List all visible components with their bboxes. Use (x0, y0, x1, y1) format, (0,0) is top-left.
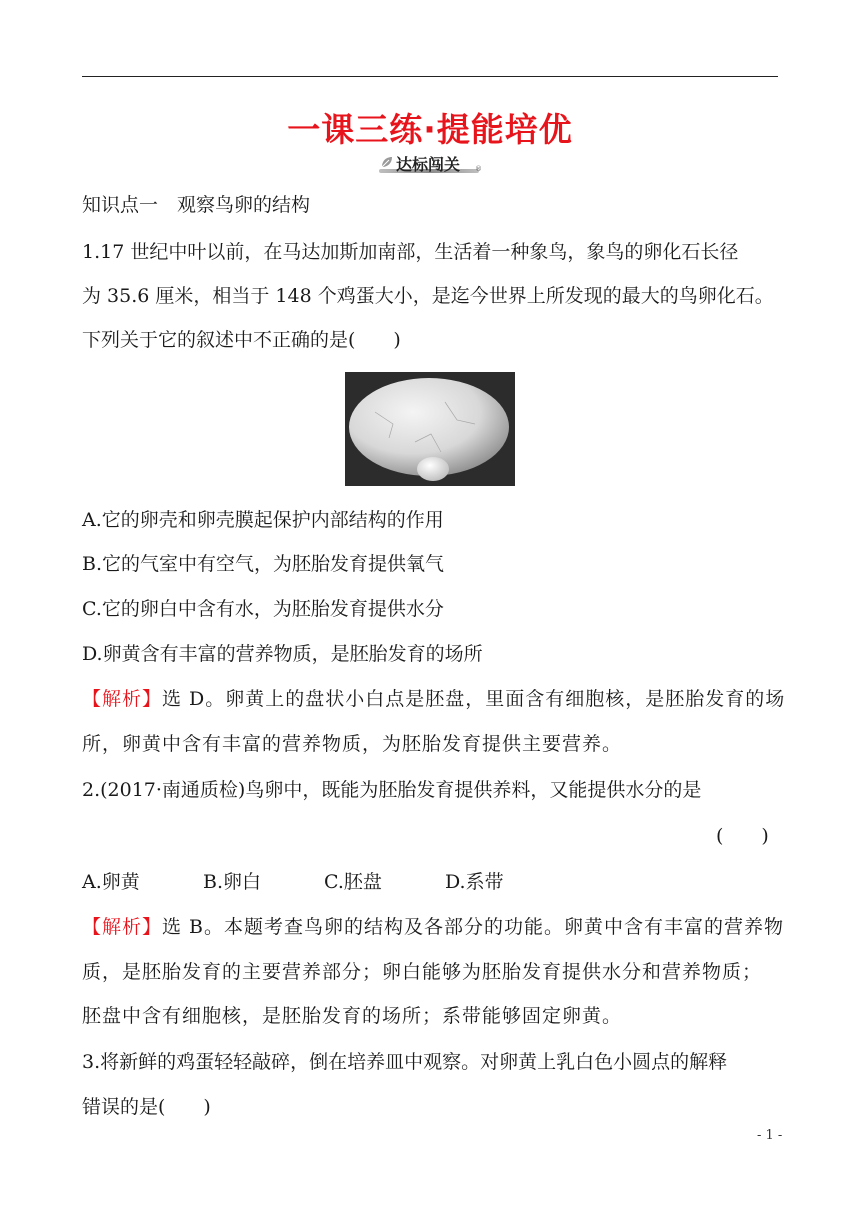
analysis-tag: 【解析】 (82, 688, 163, 710)
q1-analysis-line: 所，卵黄中含有丰富的营养物质，为胚胎发育提供主要营养。 (82, 733, 623, 755)
analysis-tag: 【解析】 (82, 916, 163, 938)
q2-option-b: B.卵白 (203, 871, 262, 893)
q1-analysis-line (82, 686, 785, 712)
q2-option-c: C.胚盘 (324, 871, 382, 893)
q3-stem-line: 错误的是( ) (82, 1096, 211, 1118)
q1-stem-line: 下列关于它的叙述中不正确的是( ) (82, 329, 401, 351)
q1-analysis-text: 选 D。卵黄上的盘状小白点是胚盘，里面含有细胞核，是胚胎发育的场 (162, 688, 786, 710)
egg-fossil-photo (345, 372, 515, 486)
q2-analysis-text: 选 B。本题考查鸟卵的结构及各部分的功能。卵黄中含有丰富的营养物 (162, 916, 785, 938)
registered-mark-icon: ® (475, 165, 482, 173)
q1-option-b: B.它的气室中有空气，为胚胎发育提供氧气 (82, 553, 445, 575)
q1-option-c: C.它的卵白中含有水，为胚胎发育提供水分 (82, 598, 444, 620)
leaf-icon (379, 154, 395, 170)
q2-analysis-line: 胚盘中含有细胞核，是胚胎发育的场所；系带能够固定卵黄。 (82, 1005, 623, 1027)
page-title: 一课三练·提能培优 (287, 110, 573, 149)
q1-stem-line: 为 35.6 厘米，相当于 148 个鸡蛋大小，是迄今世界上所发现的最大的鸟卵化石。 (82, 285, 774, 307)
q2-option-a: A.卵黄 (82, 871, 140, 893)
header-rule (82, 76, 778, 77)
q1-option-d: D.卵黄含有丰富的营养物质，是胚胎发育的场所 (82, 643, 483, 665)
page-number: - 1 - (757, 1128, 783, 1143)
q3-stem-line: 3.将新鲜的鸡蛋轻轻敲碎，倒在培养皿中观察。对卵黄上乳白色小圆点的解释 (82, 1051, 728, 1073)
knowledge-point-heading: 知识点一 观察鸟卵的结构 (82, 194, 311, 216)
q2-analysis-line (82, 914, 784, 940)
section-badge-label: 达标闯关 (396, 155, 461, 174)
q2-stem: 2.(2017·南通质检)鸟卵中，既能为胚胎发育提供养料，又能提供水分的是 (82, 779, 702, 801)
q2-analysis-line: 质，是胚胎发育的主要营养部分；卵白能够为胚胎发育提供水分和营养物质； (82, 961, 763, 983)
section-badge (377, 152, 483, 176)
q2-answer-paren: ( ) (716, 825, 769, 847)
q2-option-d: D.系带 (445, 871, 504, 893)
q1-stem-line: 1.17 世纪中叶以前，在马达加斯加南部，生活着一种象鸟，象鸟的卵化石长径 (82, 241, 739, 263)
q1-option-a: A.它的卵壳和卵壳膜起保护内部结构的作用 (82, 509, 444, 531)
